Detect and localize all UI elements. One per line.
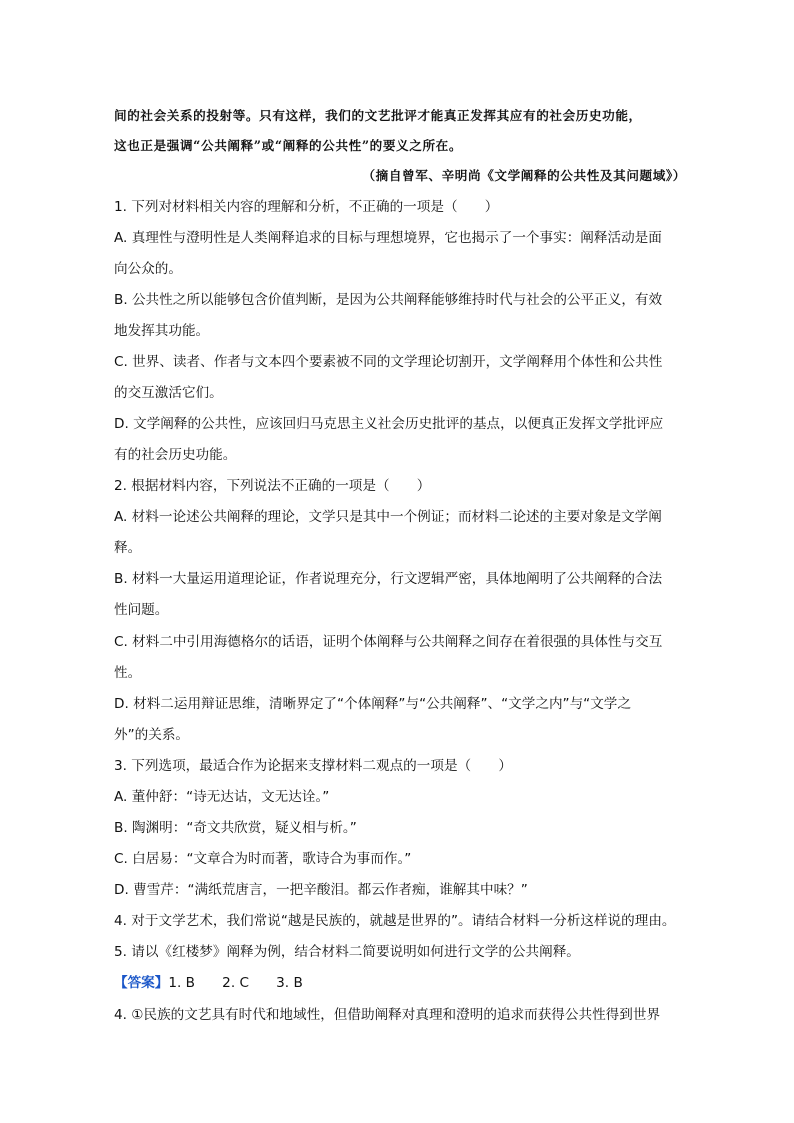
option-text: 性问题。	[114, 602, 169, 618]
option-text: B. 陶渊明：“奇文共欣赏，疑义相与析。”	[114, 820, 357, 836]
answer-tag: 【答案】	[114, 975, 169, 991]
answer-items: 1. B 2. C 3. B	[168, 975, 303, 991]
question-2-stem: 2. 根据材料内容，下列说法不正确的一项是（ ）	[114, 478, 431, 494]
option-text: C. 材料二中引用海德格尔的话语，证明个体阐释与公共阐释之间存在着很强的具体性与交互	[114, 634, 663, 650]
answer-q4-line: 4. ①民族的文艺具有时代和地域性，但借助阐释对真理和澄明的追求而获得公共性得到世界	[114, 1007, 661, 1023]
question-3-stem: 3. 下列选项，最适合作为论据来支撑材料二观点的一项是（ ）	[114, 758, 512, 774]
option-text: D. 文学阐释的公共性，应该回归马克思主义社会历史批评的基点，以便真正发挥文学批评应	[114, 416, 664, 432]
option-text: D. 曹雪芹：“满纸荒唐言，一把辛酸泪。都云作者痴，谁解其中味？”	[114, 882, 528, 898]
option-text: 向公众的。	[114, 261, 182, 277]
option-text: 性。	[114, 665, 142, 681]
option-text: 地发挥其功能。	[114, 323, 210, 339]
passage-line: 这也正是强调“公共阐释”或“阐释的公共性”的要义之所在。	[114, 138, 463, 153]
option-text: A. 材料一论述公共阐释的理论，文学只是其中一个例证；而材料二论述的主要对象是文学阐	[114, 509, 662, 525]
option-text: A. 真理性与澄明性是人类阐释追求的目标与理想境界，它也揭示了一个事实：阐释活动是面	[114, 230, 662, 246]
passage-line: 间的社会关系的投射等。只有这样，我们的文艺批评才能真正发挥其应有的社会历史功能，	[114, 108, 642, 123]
option-text: A. 董仲舒：“诗无达诂，文无达诠。”	[114, 789, 330, 805]
passage-source: （摘自曾军、辛明尚《文学阐释的公共性及其问题域》）	[362, 168, 686, 183]
option-text: B. 材料一大量运用道理论证，作者说理充分，行文逻辑严密，具体地阐明了公共阐释的合法	[114, 571, 663, 587]
option-text: 释。	[114, 540, 142, 556]
option-text: 有的社会历史功能。	[114, 447, 237, 463]
option-text: 的交互激活它们。	[114, 385, 223, 401]
option-text: D. 材料二运用辩证思维，清晰界定了“个体阐释”与“公共阐释”、“文学之内”与“文学之	[114, 696, 631, 712]
answer-line	[114, 973, 686, 993]
option-text: B. 公共性之所以能够包含价值判断，是因为公共阐释能够维持时代与社会的公平正义，有效	[114, 292, 663, 308]
question-5-stem: 5. 请以《红楼梦》阐释为例，结合材料二简要说明如何进行文学的公共阐释。	[114, 944, 580, 960]
question-1-stem: 1. 下列对材料相关内容的理解和分析，不正确的一项是（ ）	[114, 199, 499, 215]
option-text: C. 世界、读者、作者与文本四个要素被不同的文学理论切割开，文学阐释用个体性和公共性	[114, 354, 663, 370]
option-text: 外”的关系。	[114, 727, 190, 743]
option-text: C. 白居易：“文章合为时而著，歌诗合为事而作。”	[114, 851, 412, 867]
question-4-stem: 4. 对于文学艺术，我们常说“越是民族的，就越是世界的”。请结合材料一分析这样说的理由。	[114, 913, 676, 929]
